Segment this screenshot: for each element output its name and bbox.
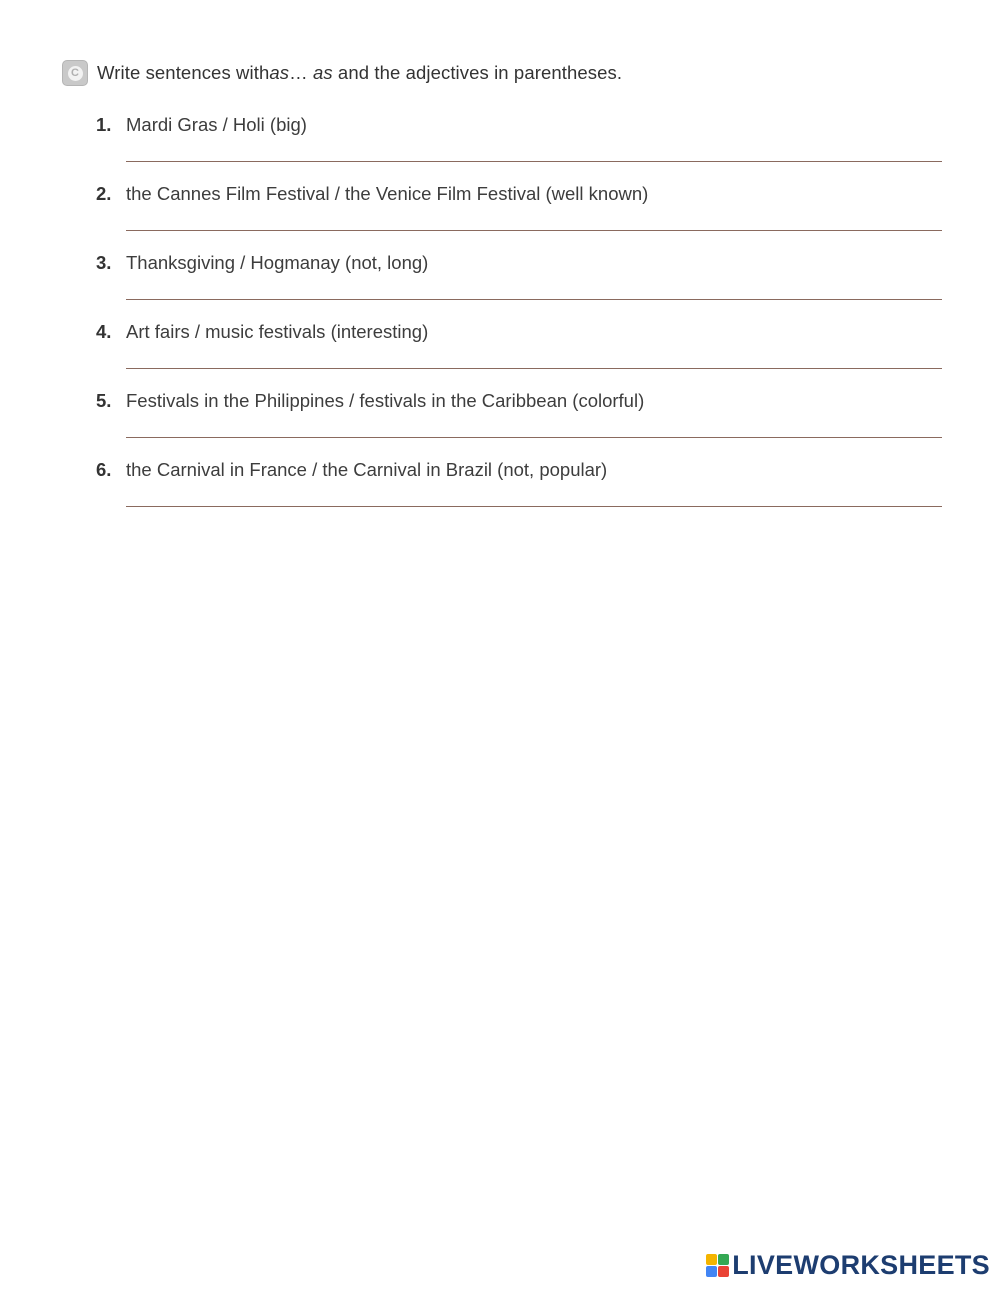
logo-block-2: [718, 1254, 729, 1265]
logo-block-4: [718, 1266, 729, 1277]
exercise-item-1: [96, 114, 942, 136]
logo-block-3: [706, 1266, 717, 1277]
liveworksheets-logo-icon: [706, 1254, 729, 1277]
exercise-item-6: [96, 459, 942, 481]
item-number: 2.: [96, 183, 112, 204]
exercise-item-5: [96, 390, 942, 412]
item-number: 5.: [96, 390, 112, 411]
item-prompt: the Cannes Film Festival / the Venice Film Festival (well known): [126, 183, 649, 204]
item-number: 3.: [96, 252, 112, 273]
instruction-ellipsis: …: [289, 62, 313, 83]
answer-field[interactable]: [126, 368, 942, 369]
logo-block-1: [706, 1254, 717, 1265]
answer-field[interactable]: [126, 161, 942, 162]
logo-text: LIVEWORKSHEETS: [732, 1250, 990, 1280]
exercise-item-3: [96, 252, 942, 274]
item-number: 4.: [96, 321, 112, 342]
section-c-icon: C: [62, 60, 88, 86]
liveworksheets-logo: [706, 1250, 990, 1281]
answer-field[interactable]: [126, 230, 942, 231]
item-prompt: Art fairs / music festivals (interesting): [126, 321, 429, 342]
instruction-emphasis-2: as: [312, 62, 333, 83]
item-prompt: Thanksgiving / Hogmanay (not, long): [126, 252, 429, 273]
instruction-text-after: and the adjectives in parentheses.: [332, 62, 623, 83]
item-prompt: Festivals in the Philippines / festivals in the Caribbean (colorful): [126, 390, 645, 411]
exercise-item-2: [96, 183, 942, 205]
item-prompt: Mardi Gras / Holi (big): [126, 114, 307, 135]
item-number: 1.: [96, 114, 112, 135]
item-number: 6.: [96, 459, 112, 480]
exercise-items: [0, 0, 1000, 600]
item-prompt: the Carnival in France / the Carnival in Brazil (not, popular): [126, 459, 608, 480]
exercise-item-4: [96, 321, 942, 343]
answer-field[interactable]: [126, 506, 942, 507]
answer-field[interactable]: [126, 437, 942, 438]
instruction-text-before: Write sentences with: [97, 62, 270, 83]
instruction-emphasis-1: as: [269, 62, 290, 83]
answer-field[interactable]: [126, 299, 942, 300]
